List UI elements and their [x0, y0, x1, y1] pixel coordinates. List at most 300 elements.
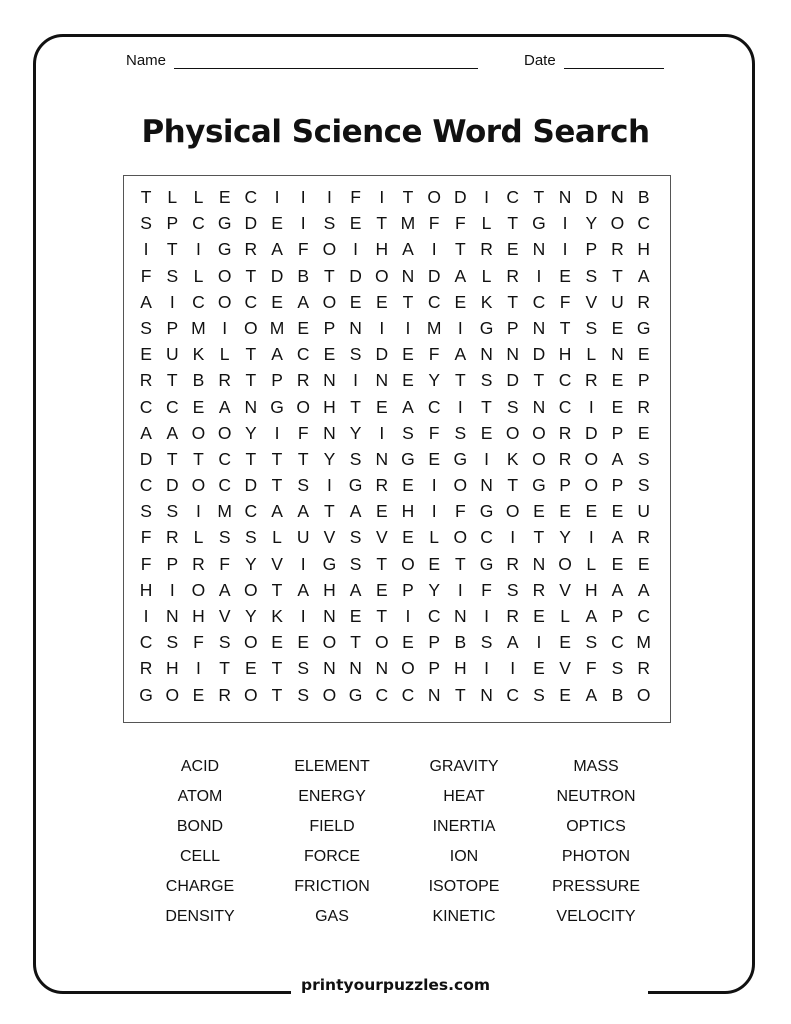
grid-letter[interactable]: T	[297, 448, 309, 469]
grid-letter[interactable]: R	[506, 265, 520, 286]
grid-letter[interactable]: E	[611, 553, 624, 574]
grid-letter[interactable]: T	[245, 370, 257, 391]
grid-letter[interactable]: C	[611, 632, 624, 653]
grid-letter[interactable]: A	[506, 632, 519, 653]
grid-letter[interactable]: E	[402, 370, 414, 391]
grid-letter[interactable]: V	[218, 606, 231, 626]
grid-letter[interactable]: G	[217, 239, 232, 260]
grid-letter[interactable]: H	[401, 501, 415, 522]
grid-letter[interactable]: C	[427, 396, 441, 417]
grid-letter[interactable]: N	[323, 606, 336, 626]
grid-letter[interactable]: E	[140, 344, 152, 365]
grid-letter[interactable]: E	[559, 684, 571, 705]
grid-letter[interactable]: E	[375, 291, 388, 312]
grid-letter[interactable]: C	[637, 606, 650, 626]
grid-letter[interactable]: R	[218, 370, 231, 391]
grid-letter[interactable]: T	[481, 396, 492, 417]
grid-letter[interactable]: C	[218, 475, 231, 496]
grid-letter[interactable]: H	[192, 606, 205, 626]
grid-letter[interactable]: T	[350, 632, 361, 653]
grid-letter[interactable]: I	[379, 422, 385, 443]
grid-letter[interactable]: C	[480, 527, 493, 548]
grid-letter[interactable]: P	[166, 553, 179, 574]
grid-letter[interactable]: T	[271, 579, 283, 600]
grid-letter[interactable]: I	[300, 213, 306, 234]
grid-letter[interactable]: I	[536, 265, 542, 286]
grid-letter[interactable]: T	[271, 448, 283, 469]
grid-letter[interactable]: N	[480, 684, 493, 705]
grid-letter[interactable]: E	[637, 422, 650, 443]
grid-letter[interactable]: Y	[245, 606, 257, 626]
grid-letter[interactable]: V	[271, 553, 283, 574]
grid-letter[interactable]: G	[532, 213, 546, 234]
grid-letter[interactable]: I	[222, 317, 228, 338]
grid-letter[interactable]: T	[507, 291, 519, 312]
grid-letter[interactable]: F	[454, 501, 466, 522]
grid-letter[interactable]: I	[510, 658, 516, 679]
grid-letter[interactable]: T	[376, 553, 388, 574]
grid-letter[interactable]: E	[559, 265, 571, 286]
grid-letter[interactable]: O	[217, 265, 232, 286]
grid-letter[interactable]: L	[272, 527, 282, 548]
grid-letter[interactable]: I	[588, 396, 594, 417]
grid-letter[interactable]: N	[558, 187, 572, 207]
grid-letter[interactable]: T	[533, 187, 545, 207]
grid-letter[interactable]: O	[244, 684, 258, 705]
grid-letter[interactable]: N	[611, 344, 624, 365]
grid-letter[interactable]: O	[636, 684, 651, 705]
grid-letter[interactable]: G	[348, 684, 363, 705]
grid-letter[interactable]: N	[506, 344, 520, 365]
grid-letter[interactable]: P	[428, 658, 440, 679]
grid-letter[interactable]: C	[401, 684, 415, 705]
grid-letter[interactable]: A	[271, 239, 283, 260]
grid-letter[interactable]: E	[297, 632, 310, 653]
grid-letter[interactable]: O	[453, 475, 468, 496]
grid-letter[interactable]: A	[637, 579, 650, 600]
grid-letter[interactable]: H	[165, 658, 179, 679]
grid-letter[interactable]: I	[484, 448, 489, 469]
grid-letter[interactable]: E	[402, 527, 414, 548]
grid-letter[interactable]: L	[586, 344, 597, 365]
grid-letter[interactable]: C	[637, 213, 650, 234]
grid-letter[interactable]: E	[428, 448, 440, 469]
grid-letter[interactable]: S	[585, 265, 598, 286]
grid-letter[interactable]: O	[191, 422, 206, 443]
grid-letter[interactable]: E	[559, 501, 571, 522]
grid-letter[interactable]: I	[196, 501, 201, 522]
grid-letter[interactable]: C	[139, 475, 153, 496]
grid-letter[interactable]: T	[454, 239, 466, 260]
grid-letter[interactable]: A	[166, 422, 179, 443]
grid-letter[interactable]: C	[165, 396, 179, 417]
grid-letter[interactable]: R	[218, 684, 231, 705]
grid-letter[interactable]: H	[375, 239, 389, 260]
grid-letter[interactable]: T	[376, 213, 388, 234]
grid-letter[interactable]: K	[271, 606, 283, 626]
grid-letter[interactable]: I	[562, 213, 568, 234]
grid-letter[interactable]: S	[140, 501, 152, 522]
grid-letter[interactable]: E	[611, 317, 624, 338]
grid-letter[interactable]: O	[584, 475, 599, 496]
grid-letter[interactable]: I	[431, 475, 437, 496]
grid-letter[interactable]: G	[217, 213, 232, 234]
grid-letter[interactable]: E	[349, 291, 362, 312]
grid-letter[interactable]: I	[300, 553, 306, 574]
grid-letter[interactable]: S	[297, 684, 310, 705]
grid-letter[interactable]: O	[453, 527, 468, 548]
grid-letter[interactable]: I	[484, 187, 489, 207]
grid-letter[interactable]: O	[322, 684, 337, 705]
grid-letter[interactable]: I	[379, 317, 385, 338]
grid-letter[interactable]: L	[481, 265, 492, 286]
grid-letter[interactable]: G	[453, 448, 468, 469]
grid-letter[interactable]: T	[271, 475, 283, 496]
grid-letter[interactable]: E	[245, 658, 257, 679]
grid-letter[interactable]: R	[637, 658, 650, 679]
grid-letter[interactable]: F	[454, 213, 466, 234]
grid-letter[interactable]: T	[245, 448, 257, 469]
grid-letter[interactable]: L	[429, 527, 440, 548]
grid-letter[interactable]: N	[244, 396, 258, 417]
grid-letter[interactable]: U	[296, 527, 310, 548]
grid-letter[interactable]: E	[349, 213, 362, 234]
grid-letter[interactable]: R	[637, 291, 650, 312]
grid-letter[interactable]: I	[353, 370, 359, 391]
grid-letter[interactable]: S	[611, 658, 624, 679]
grid-letter[interactable]: F	[585, 658, 597, 679]
grid-letter[interactable]: M	[217, 501, 232, 522]
grid-letter[interactable]: S	[323, 213, 336, 234]
grid-letter[interactable]: O	[505, 501, 520, 522]
grid-letter[interactable]: S	[480, 632, 493, 653]
grid-letter[interactable]: L	[586, 553, 597, 574]
grid-letter[interactable]: C	[506, 684, 520, 705]
grid-letter[interactable]: D	[427, 265, 441, 286]
grid-letter[interactable]: R	[139, 370, 153, 391]
grid-letter[interactable]: I	[457, 317, 463, 338]
grid-letter[interactable]: D	[244, 213, 258, 234]
grid-letter[interactable]: I	[300, 187, 306, 207]
grid-letter[interactable]: A	[218, 396, 231, 417]
grid-letter[interactable]: I	[457, 579, 463, 600]
grid-letter[interactable]: E	[323, 344, 336, 365]
grid-letter[interactable]: R	[480, 239, 493, 260]
grid-letter[interactable]: C	[192, 213, 205, 234]
grid-letter[interactable]: O	[217, 291, 232, 312]
grid-letter[interactable]: M	[426, 317, 442, 338]
grid-letter[interactable]: I	[169, 579, 175, 600]
grid-letter[interactable]: O	[244, 317, 258, 338]
grid-letter[interactable]: N	[375, 448, 389, 469]
grid-letter[interactable]: N	[480, 344, 493, 365]
grid-letter[interactable]: S	[297, 658, 310, 679]
grid-letter[interactable]: O	[532, 422, 546, 443]
grid-letter[interactable]: O	[374, 632, 389, 653]
grid-letter[interactable]: H	[584, 579, 598, 600]
grid-letter[interactable]: I	[274, 187, 280, 207]
grid-letter[interactable]: A	[454, 265, 467, 286]
grid-letter[interactable]: N	[401, 265, 415, 286]
grid-letter[interactable]: N	[323, 422, 336, 443]
grid-letter[interactable]: A	[349, 501, 362, 522]
grid-letter[interactable]: C	[532, 291, 546, 312]
grid-letter[interactable]: N	[532, 239, 546, 260]
grid-letter[interactable]: E	[271, 632, 283, 653]
grid-letter[interactable]: N	[349, 658, 362, 679]
grid-letter[interactable]: L	[167, 187, 178, 207]
grid-letter[interactable]: G	[479, 317, 494, 338]
grid-letter[interactable]: D	[375, 344, 389, 365]
grid-letter[interactable]: G	[636, 317, 651, 338]
grid-letter[interactable]: E	[375, 396, 388, 417]
grid-letter[interactable]: V	[585, 291, 598, 312]
grid-letter[interactable]: C	[296, 344, 310, 365]
grid-letter[interactable]: R	[637, 396, 650, 417]
grid-letter[interactable]: S	[218, 632, 231, 653]
grid-letter[interactable]: R	[532, 579, 546, 600]
grid-letter[interactable]: U	[637, 501, 650, 522]
grid-letter[interactable]: A	[271, 501, 283, 522]
grid-letter[interactable]: E	[611, 370, 624, 391]
grid-letter[interactable]: F	[297, 422, 309, 443]
grid-letter[interactable]: T	[271, 684, 283, 705]
grid-letter[interactable]: E	[375, 579, 388, 600]
grid-letter[interactable]: L	[193, 187, 204, 207]
grid-letter[interactable]: I	[405, 606, 411, 626]
grid-letter[interactable]: R	[584, 370, 598, 391]
grid-letter[interactable]: V	[323, 527, 336, 548]
grid-letter[interactable]: O	[191, 579, 206, 600]
grid-letter[interactable]: Y	[559, 527, 571, 548]
grid-letter[interactable]: N	[165, 606, 179, 626]
grid-letter[interactable]: O	[558, 553, 572, 574]
grid-letter[interactable]: S	[218, 527, 231, 548]
grid-letter[interactable]: S	[454, 422, 467, 443]
grid-letter[interactable]: E	[271, 213, 283, 234]
grid-letter[interactable]: T	[376, 606, 388, 626]
grid-letter[interactable]: B	[297, 265, 310, 286]
grid-letter[interactable]: N	[375, 658, 389, 679]
grid-letter[interactable]: N	[375, 370, 389, 391]
grid-letter[interactable]: T	[454, 553, 466, 574]
grid-letter[interactable]: A	[611, 527, 624, 548]
grid-letter[interactable]: T	[350, 396, 361, 417]
grid-letter[interactable]: O	[322, 632, 337, 653]
grid-letter[interactable]: D	[532, 344, 546, 365]
grid-letter[interactable]: I	[457, 396, 463, 417]
grid-letter[interactable]: K	[506, 448, 519, 469]
grid-letter[interactable]: S	[585, 317, 598, 338]
grid-letter[interactable]: T	[193, 448, 204, 469]
grid-letter[interactable]: V	[559, 579, 571, 600]
grid-letter[interactable]: A	[271, 344, 283, 365]
grid-letter[interactable]: S	[349, 344, 362, 365]
grid-letter[interactable]: G	[322, 553, 337, 574]
grid-letter[interactable]: O	[191, 475, 206, 496]
grid-letter[interactable]: V	[559, 658, 571, 679]
grid-letter[interactable]: E	[585, 501, 598, 522]
grid-letter[interactable]: B	[637, 187, 650, 207]
grid-letter[interactable]: U	[165, 344, 179, 365]
grid-letter[interactable]: C	[427, 606, 441, 626]
grid-letter[interactable]: F	[297, 239, 309, 260]
grid-letter[interactable]: S	[140, 317, 152, 338]
grid-letter[interactable]: S	[585, 632, 598, 653]
grid-letter[interactable]: T	[140, 187, 152, 207]
grid-letter[interactable]: G	[348, 475, 363, 496]
grid-letter[interactable]: S	[349, 448, 362, 469]
grid-letter[interactable]: L	[560, 606, 570, 626]
grid-letter[interactable]: T	[166, 370, 178, 391]
grid-letter[interactable]: I	[143, 606, 149, 626]
grid-letter[interactable]: F	[140, 265, 152, 286]
grid-letter[interactable]: I	[431, 501, 437, 522]
grid-letter[interactable]: C	[375, 684, 389, 705]
grid-letter[interactable]: R	[558, 448, 572, 469]
grid-letter[interactable]: I	[562, 239, 568, 260]
grid-letter[interactable]: A	[297, 579, 310, 600]
grid-letter[interactable]: M	[191, 317, 206, 338]
grid-letter[interactable]: S	[166, 265, 179, 286]
grid-letter[interactable]: O	[427, 187, 441, 207]
grid-letter[interactable]: E	[533, 658, 545, 679]
grid-letter[interactable]: A	[140, 422, 152, 443]
grid-letter[interactable]: T	[245, 344, 257, 365]
grid-letter[interactable]: I	[405, 317, 411, 338]
grid-letter[interactable]: I	[379, 187, 385, 207]
grid-letter[interactable]: T	[324, 501, 335, 522]
grid-letter[interactable]: C	[558, 370, 572, 391]
grid-letter[interactable]: C	[244, 187, 258, 207]
grid-letter[interactable]: N	[532, 553, 546, 574]
grid-letter[interactable]: T	[219, 658, 230, 679]
grid-letter[interactable]: C	[192, 291, 205, 312]
grid-letter[interactable]: N	[427, 684, 441, 705]
grid-letter[interactable]: Y	[428, 370, 440, 391]
grid-letter[interactable]: S	[140, 213, 152, 234]
grid-letter[interactable]: B	[454, 632, 467, 653]
grid-letter[interactable]: T	[454, 684, 466, 705]
grid-letter[interactable]: G	[479, 501, 494, 522]
grid-letter[interactable]: A	[402, 396, 414, 417]
grid-letter[interactable]: K	[480, 291, 493, 312]
grid-letter[interactable]: C	[506, 187, 520, 207]
grid-letter[interactable]: N	[454, 606, 467, 626]
grid-letter[interactable]: I	[300, 606, 306, 626]
grid-letter[interactable]: E	[611, 396, 624, 417]
grid-letter[interactable]: P	[428, 632, 440, 653]
grid-letter[interactable]: E	[480, 422, 493, 443]
grid-letter[interactable]: N	[323, 658, 336, 679]
grid-letter[interactable]: I	[484, 606, 489, 626]
grid-letter[interactable]: C	[244, 291, 258, 312]
grid-letter[interactable]: O	[401, 553, 415, 574]
grid-letter[interactable]: E	[533, 606, 545, 626]
grid-letter[interactable]: H	[558, 344, 572, 365]
grid-letter[interactable]: D	[165, 475, 179, 496]
grid-letter[interactable]: P	[611, 475, 624, 496]
grid-letter[interactable]: K	[192, 344, 205, 365]
grid-letter[interactable]: A	[297, 291, 310, 312]
grid-letter[interactable]: S	[637, 475, 650, 496]
grid-letter[interactable]: A	[297, 501, 310, 522]
grid-letter[interactable]: D	[270, 265, 284, 286]
grid-letter[interactable]: T	[612, 265, 623, 286]
grid-letter[interactable]: P	[323, 317, 336, 338]
grid-letter[interactable]: I	[143, 239, 149, 260]
grid-letter[interactable]: F	[428, 344, 440, 365]
grid-letter[interactable]: D	[454, 187, 467, 207]
grid-letter[interactable]: I	[536, 632, 542, 653]
grid-letter[interactable]: O	[401, 658, 415, 679]
grid-letter[interactable]: Y	[349, 422, 362, 443]
grid-letter[interactable]: F	[481, 579, 492, 600]
grid-letter[interactable]: F	[350, 187, 361, 207]
grid-letter[interactable]: Y	[428, 579, 440, 600]
grid-letter[interactable]: H	[323, 396, 336, 417]
grid-letter[interactable]: A	[454, 344, 467, 365]
grid-letter[interactable]: F	[140, 527, 152, 548]
grid-letter[interactable]: R	[139, 658, 153, 679]
grid-letter[interactable]: A	[585, 606, 598, 626]
grid-letter[interactable]: C	[218, 448, 231, 469]
grid-letter[interactable]: D	[244, 475, 258, 496]
grid-letter[interactable]: P	[166, 317, 179, 338]
grid-letter[interactable]: C	[139, 632, 153, 653]
grid-letter[interactable]: S	[637, 448, 650, 469]
grid-letter[interactable]: F	[140, 553, 152, 574]
grid-letter[interactable]: E	[192, 684, 205, 705]
grid-letter[interactable]: N	[349, 317, 362, 338]
grid-letter[interactable]: R	[506, 606, 520, 626]
grid-letter[interactable]: H	[637, 239, 650, 260]
grid-letter[interactable]: R	[165, 527, 179, 548]
grid-letter[interactable]: P	[166, 213, 179, 234]
grid-letter[interactable]: E	[192, 396, 205, 417]
grid-letter[interactable]: A	[218, 579, 231, 600]
grid-letter[interactable]: A	[349, 579, 362, 600]
grid-letter[interactable]: I	[353, 239, 359, 260]
grid-letter[interactable]: F	[559, 291, 571, 312]
grid-letter[interactable]: G	[401, 448, 415, 469]
grid-letter[interactable]: E	[637, 344, 650, 365]
grid-letter[interactable]: E	[297, 317, 310, 338]
grid-letter[interactable]: Y	[323, 448, 336, 469]
grid-letter[interactable]: P	[271, 370, 283, 391]
grid-letter[interactable]: I	[274, 422, 280, 443]
grid-letter[interactable]: B	[611, 684, 624, 705]
grid-letter[interactable]: Y	[245, 422, 257, 443]
grid-letter[interactable]: G	[532, 475, 546, 496]
grid-letter[interactable]: N	[480, 475, 493, 496]
grid-letter[interactable]: E	[454, 291, 467, 312]
grid-letter[interactable]: P	[611, 422, 624, 443]
grid-letter[interactable]: R	[611, 239, 624, 260]
grid-letter[interactable]: G	[139, 684, 153, 705]
grid-letter[interactable]: R	[192, 553, 205, 574]
grid-letter[interactable]: O	[322, 239, 337, 260]
grid-letter[interactable]: O	[532, 448, 546, 469]
grid-letter[interactable]: T	[166, 448, 178, 469]
grid-letter[interactable]: E	[271, 291, 283, 312]
grid-letter[interactable]: E	[611, 501, 624, 522]
grid-letter[interactable]: N	[532, 396, 546, 417]
grid-letter[interactable]: E	[559, 632, 571, 653]
grid-letter[interactable]: E	[349, 606, 362, 626]
grid-letter[interactable]: D	[506, 370, 520, 391]
grid-letter[interactable]: H	[139, 579, 153, 600]
